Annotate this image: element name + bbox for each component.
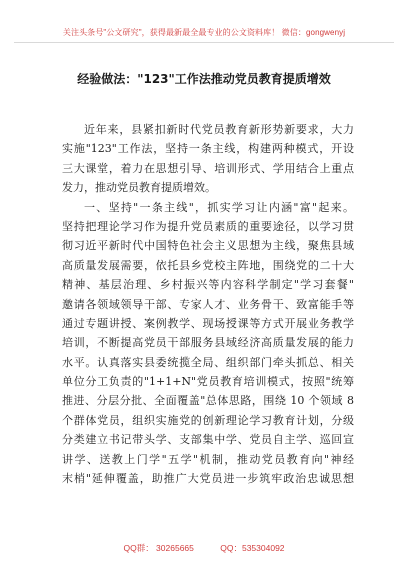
body-line: 邀请各领域领导干部、专家人才、业务骨干、致富能手等 [62, 297, 354, 311]
footer-contact [14, 542, 394, 554]
body-line: 个群体党员，组织实施党的创新理论学习教育计划，分级 [62, 413, 354, 427]
body-line: 讲学、送教上门学"五学"机制，推动党员教育向"神经 [62, 452, 354, 466]
body-line: 单位分工负责的"1+1+N"党员教育培训模式，按照"统筹 [62, 375, 354, 389]
body-line: 水平。认真落实县委统揽全局、组织部门牵头抓总、相关 [62, 355, 354, 369]
header-divider [14, 42, 394, 43]
body-line: 高质量发展需要，依托县乡党校主阵地，围绕党的二十大 [62, 258, 354, 272]
document-title: 经验做法："123"工作法推动党员教育提质增效 [77, 72, 331, 86]
body-line: 推进、分层分批、全面覆盖"总体思路，围绕 10 个领域 8 [62, 394, 354, 408]
body-line: 发力，推动党员教育提质增效。 [62, 181, 216, 195]
body-line: 近年来，县紧扣新时代党员教育新形势新要求，大力 [84, 123, 354, 136]
document-body [62, 120, 354, 488]
body-line: 通过专题讲授、案例教学、现场授课等方式开展业务教学 [62, 316, 354, 330]
header-banner: 关注头条号"公文研究"，获得最新最全最专业的公文资料库！ 微信：gongwenyj [62, 28, 346, 37]
footer-qq-group: QQ群： 30265665 [123, 543, 194, 553]
section-heading-line: 一、坚持"一条主线"，抓实学习让内涵"富"起来。 [84, 200, 354, 214]
body-line: 精神、基层治理、乡村振兴等内容科学制定"学习套餐" [62, 278, 354, 292]
body-line: 三大课堂，着力在思想引导、培训形式、学用结合上重点 [62, 161, 354, 175]
body-line: 末梢"延伸覆盖，助推广大党员进一步筑牢政治忠诚思想 [62, 472, 354, 486]
body-line: 分类建立书记带头学、支部集中学、党员自主学、巡回宣 [62, 433, 354, 447]
body-line: 实施"123"工作法，坚持一条主线，构建两种模式，开设 [62, 142, 354, 156]
body-line: 培训，不断提高党员干部服务县域经济高质量发展的能力 [62, 336, 354, 350]
body-line: 彻习近平新时代中国特色社会主义思想为主线，聚焦县域 [62, 239, 354, 253]
body-line: 坚持把理论学习作为提升党员素质的重要途径，以学习贯 [62, 219, 354, 233]
footer-qq: QQ：535304092 [220, 543, 285, 553]
